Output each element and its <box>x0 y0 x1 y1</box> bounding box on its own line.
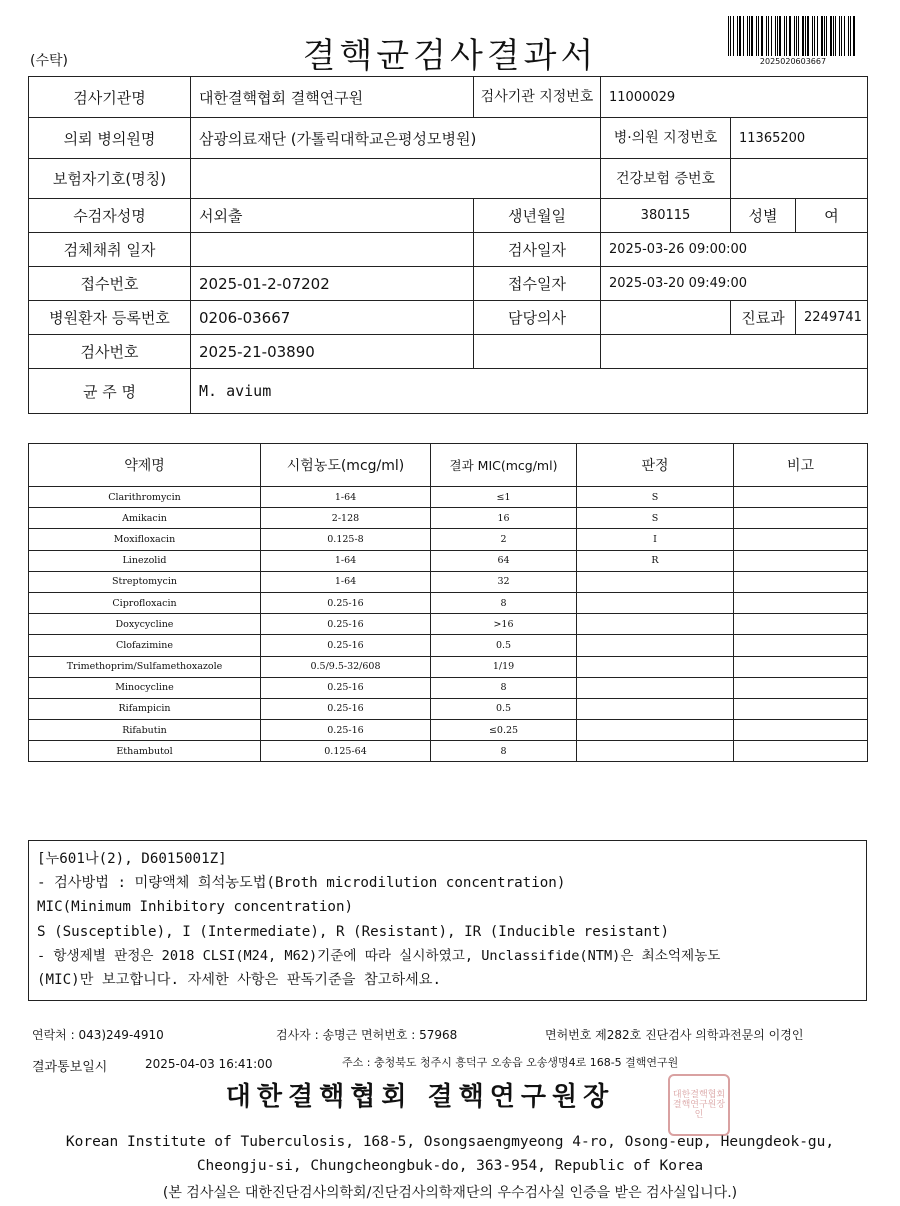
collection-date-label: 검체채취 일자 <box>29 233 191 267</box>
drug-name: Doxycycline <box>29 614 261 635</box>
mic-result: 0.5 <box>431 698 577 719</box>
test-date: 2025-03-26 09:00:00 <box>601 233 868 267</box>
drug-name: Trimethoprim/Sulfamethoxazole <box>29 656 261 677</box>
test-concentration: 0.25-16 <box>261 720 431 741</box>
receipt-date-label: 접수일자 <box>474 267 601 301</box>
lab-name-label: 검사기관명 <box>29 77 191 118</box>
official-seal: 대한결핵협회결핵연구원장인 <box>668 1074 730 1136</box>
test-method-notes <box>28 840 867 1001</box>
mic-result: >16 <box>431 614 577 635</box>
patient-info-table <box>28 76 868 414</box>
collection-date <box>191 233 474 267</box>
mic-result: ≤1 <box>431 487 577 508</box>
receipt-date: 2025-03-20 09:49:00 <box>601 267 868 301</box>
table-row <box>29 614 868 635</box>
drug-name: Clofazimine <box>29 635 261 656</box>
remarks <box>734 635 868 656</box>
remarks <box>734 529 868 550</box>
note-line: (MIC)만 보고합니다. 자세한 사항은 판독기준을 참고하세요. <box>37 972 442 989</box>
lab-id-label: 검사기관 지정번호 <box>474 77 601 118</box>
header-concentration: 시험농도(mcg/ml) <box>261 444 431 487</box>
document-title: 결핵균검사결과서 <box>302 36 598 76</box>
mic-result: 64 <box>431 550 577 571</box>
mic-result: 2 <box>431 529 577 550</box>
table-row <box>29 508 868 529</box>
header-interpretation: 판정 <box>577 444 734 487</box>
hospital-id-label: 병·의원 지정번호 <box>601 118 731 159</box>
interpretation <box>577 592 734 613</box>
test-concentration: 0.25-16 <box>261 635 431 656</box>
patient-name-label: 수검자성명 <box>29 199 191 233</box>
drug-name: Ethambutol <box>29 741 261 762</box>
insurer-value <box>191 159 601 199</box>
doctor-label: 담당의사 <box>474 301 601 335</box>
table-row <box>29 677 868 698</box>
interpretation <box>577 635 734 656</box>
mic-result: ≤0.25 <box>431 720 577 741</box>
remarks <box>734 571 868 592</box>
hospital-name: 삼광의료재단 (가톨릭대학교은평성모병원) <box>191 118 601 159</box>
remarks <box>734 677 868 698</box>
test-concentration: 0.125-8 <box>261 529 431 550</box>
report-date-label: 결과통보일시 <box>32 1060 108 1075</box>
receipt-no-label: 접수번호 <box>29 267 191 301</box>
interpretation <box>577 720 734 741</box>
mic-result: 8 <box>431 677 577 698</box>
patient-name: 서외출 <box>191 199 474 233</box>
dob-label: 생년월일 <box>474 199 601 233</box>
receipt-no: 2025-01-2-07202 <box>191 267 474 301</box>
table-row <box>29 592 868 613</box>
remarks <box>734 487 868 508</box>
remarks <box>734 592 868 613</box>
barcode <box>728 16 858 56</box>
test-concentration: 0.5/9.5-32/608 <box>261 656 431 677</box>
contact-info: 연락처 : 043)249-4910 <box>32 1028 164 1042</box>
sex-value: 여 <box>796 199 868 233</box>
test-date-label: 검사일자 <box>474 233 601 267</box>
remarks <box>734 550 868 571</box>
remarks <box>734 720 868 741</box>
remarks <box>734 508 868 529</box>
interpretation: I <box>577 529 734 550</box>
doctor-value <box>601 301 731 335</box>
interpretation <box>577 677 734 698</box>
lab-id: 11000029 <box>601 77 868 118</box>
species-name: M. avium <box>191 369 868 414</box>
remarks <box>734 614 868 635</box>
test-concentration: 2-128 <box>261 508 431 529</box>
mic-result: 16 <box>431 508 577 529</box>
english-address-line-1: Korean Institute of Tuberculosis, 168-5, Osongsaengmyeong 4-ro, Osong-eup, Heungdeok-gu, <box>65 1134 835 1150</box>
english-address-line-2: Cheongju-si, Chungcheongbuk-do, 363-954, Republic of Korea <box>196 1158 704 1174</box>
remarks <box>734 656 868 677</box>
sex-label: 성별 <box>731 199 796 233</box>
table-row <box>29 571 868 592</box>
hospital-id: 11365200 <box>731 118 868 159</box>
note-line: S (Susceptible), I (Intermediate), R (Resistant), IR (Inducible resistant) <box>37 923 670 940</box>
header-drug: 약제명 <box>29 444 261 487</box>
interpretation <box>577 571 734 592</box>
interpretation <box>577 741 734 762</box>
species-label: 균 주 명 <box>29 369 191 414</box>
department-label: 진료과 <box>731 301 796 335</box>
test-concentration: 0.125-64 <box>261 741 431 762</box>
note-line: - 항생제별 판정은 2018 CLSI(M24, M62)기준에 따라 실시하였고, Unclassifide(NTM)은 최소억제농도 <box>37 947 721 964</box>
lab-name: 대한결핵협회 결핵연구원 <box>191 77 474 118</box>
test-concentration: 1-64 <box>261 550 431 571</box>
health-insurance-value <box>731 159 868 199</box>
interpretation: R <box>577 550 734 571</box>
drug-name: Moxifloxacin <box>29 529 261 550</box>
drug-name: Minocycline <box>29 677 261 698</box>
receipt-label: (수탁) <box>30 53 68 69</box>
department-value: 2249741 <box>796 301 868 335</box>
note-line: [누601나(2), D6015001Z] <box>37 851 227 867</box>
header-remarks: 비고 <box>734 444 868 487</box>
drug-name: Clarithromycin <box>29 487 261 508</box>
mic-result: 8 <box>431 741 577 762</box>
hospital-label: 의뢰 병의원명 <box>29 118 191 159</box>
drug-name: Streptomycin <box>29 571 261 592</box>
mic-result: 1/19 <box>431 656 577 677</box>
examiner-info: 검사자 : 송명근 면허번호 : 57968 <box>276 1028 458 1042</box>
table-row <box>29 698 868 719</box>
interpretation: S <box>577 487 734 508</box>
health-insurance-label: 건강보험 증번호 <box>601 159 731 199</box>
insurer-label: 보험자기호(명칭) <box>29 159 191 199</box>
table-row <box>29 656 868 677</box>
interpretation: S <box>577 508 734 529</box>
patient-reg-label: 병원환자 등록번호 <box>29 301 191 335</box>
table-row <box>29 635 868 656</box>
physician-license: 면허번호 제282호 진단검사 의학과전문의 이경인 <box>545 1028 804 1042</box>
remarks <box>734 698 868 719</box>
institute-director: 대한결핵협회 결핵연구원장 <box>225 1082 615 1112</box>
table-row <box>29 720 868 741</box>
institute-address: 주소 : 충청북도 청주시 흥덕구 오송읍 오송생명4로 168-5 결핵연구원 <box>342 1056 679 1069</box>
test-no: 2025-21-03890 <box>191 335 474 369</box>
mic-result: 32 <box>431 571 577 592</box>
certification-statement: (본 검사실은 대한진단검사의학회/진단검사의학재단의 우수검사실 인증을 받은 검사실입니다.) <box>162 1185 738 1201</box>
remarks <box>734 741 868 762</box>
drug-susceptibility-table <box>28 443 868 762</box>
test-no-label: 검사번호 <box>29 335 191 369</box>
table-row <box>29 741 868 762</box>
mic-result: 8 <box>431 592 577 613</box>
note-line: MIC(Minimum Inhibitory concentration) <box>37 899 354 916</box>
test-concentration: 0.25-16 <box>261 698 431 719</box>
test-concentration: 1-64 <box>261 487 431 508</box>
test-concentration: 0.25-16 <box>261 592 431 613</box>
dob-value: 380115 <box>601 199 731 233</box>
test-concentration: 0.25-16 <box>261 614 431 635</box>
test-concentration: 0.25-16 <box>261 677 431 698</box>
header-mic: 결과 MIC(mcg/ml) <box>431 444 577 487</box>
drug-name: Linezolid <box>29 550 261 571</box>
mic-result: 0.5 <box>431 635 577 656</box>
barcode-number: 2025020603667 <box>759 57 827 66</box>
table-row <box>29 550 868 571</box>
drug-name: Rifabutin <box>29 720 261 741</box>
report-date: 2025-04-03 16:41:00 <box>145 1057 273 1071</box>
note-line: - 검사방법 : 미량액체 희석농도법(Broth microdilution concentration) <box>37 875 566 892</box>
interpretation <box>577 656 734 677</box>
table-row <box>29 529 868 550</box>
patient-reg-no: 0206-03667 <box>191 301 474 335</box>
test-concentration: 1-64 <box>261 571 431 592</box>
table-row <box>29 487 868 508</box>
interpretation <box>577 698 734 719</box>
drug-name: Ciprofloxacin <box>29 592 261 613</box>
interpretation <box>577 614 734 635</box>
drug-name: Rifampicin <box>29 698 261 719</box>
drug-name: Amikacin <box>29 508 261 529</box>
